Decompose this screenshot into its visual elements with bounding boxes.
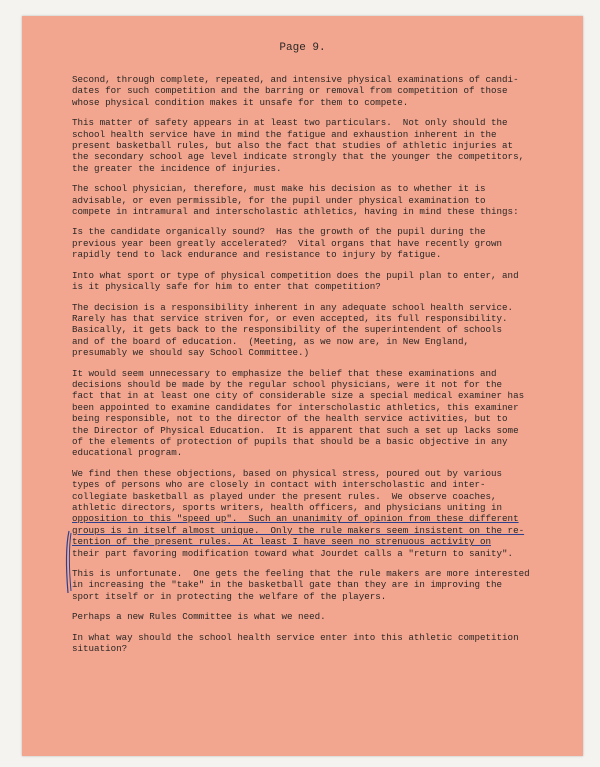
paragraph (72, 226, 552, 260)
text-line: is it physically safe for him to enter that competition? (72, 281, 381, 293)
text-line: Is the candidate organically sound? Has the growth of the pupil during the (72, 226, 486, 238)
text-line: educational program. (72, 447, 183, 459)
paragraph (72, 183, 552, 217)
text-line: school health service have in mind the fatigue and exhaustion inherent in the (72, 128, 497, 140)
text-line: been appointed to examine candidates for interscholastic athletics, this examiner (72, 401, 519, 413)
text-line: being responsible, not to the director of the health service activities, but to (72, 413, 508, 425)
text-line: This is unfortunate. One gets the feeling that the rule makers are more interested (72, 568, 530, 580)
text-line: of the elements of protection of pupils that should be a basic objective in any (72, 435, 508, 447)
paragraph (72, 611, 552, 622)
text-line: It would seem unnecessary to emphasize the belief that these examinations and (72, 367, 497, 379)
text-line: the secondary school age level indicate strongly that the younger the competitors, (72, 151, 525, 163)
text-line: sport itself or in protecting the welfare of the players. (72, 590, 387, 602)
text-line: Basically, it gets back to the responsibility of the superintendent of schools (72, 324, 503, 336)
text-line: rapidly tend to lack endurance and resistance to injury by fatigue. (72, 249, 442, 261)
paragraph (72, 468, 552, 559)
text-line: decisions should be made by the regular school physicians, were it not for the (72, 378, 503, 390)
paragraph (72, 270, 552, 293)
text-line: Second, through complete, repeated, and intensive physical examinations of candi- (72, 74, 519, 85)
text-line: in increasing the "take" in the basketball gate than they are in improving the (72, 579, 503, 591)
text-line: We find then these objections, based on physical stress, poured out by various (72, 467, 503, 479)
text-line: collegiate basketball as played under the present rules. We observe coaches, (72, 490, 497, 502)
text-line: situation? (72, 643, 128, 655)
underlined-line: groups is in itself almost unique. Only the rule makers seem insistent on the re- (72, 524, 525, 536)
text-line: fact that in at least one city of considerable size a special medical examiner has (72, 390, 525, 402)
text-line: types of persons who are closely in contact with interscholastic and inter- (72, 479, 486, 491)
text-line: athletic directors, sports writers, health officers, and physicians uniting in (72, 502, 503, 513)
text-line: the greater the incidence of injuries. (72, 162, 282, 174)
text-line: Perhaps a new Rules Committee is what we need. (72, 611, 326, 623)
underlined-line: tention of the present rules. At least I have seen no strenuous activity on (72, 536, 492, 548)
text-line: The decision is a responsibility inherent in any adequate school health service. (72, 301, 514, 313)
paragraph (72, 117, 552, 174)
text-line: This matter of safety appears in at least two particulars. Not only should the (72, 117, 508, 129)
text-line: their part favoring modification toward what Jourdet calls a "return to sanity". (72, 547, 514, 559)
text-line: dates for such competition and the barring or removal from competition of those (72, 85, 508, 97)
text-line: The school physician, therefore, must make his decision as to whether it is (72, 183, 486, 195)
paragraph (72, 74, 552, 108)
paragraph (72, 368, 552, 459)
text-line: Into what sport or type of physical competition does the pupil plan to enter, and (72, 269, 519, 281)
text-line: whose physical condition makes it unsafe for them to compete. (72, 96, 409, 108)
text-line: In what way should the school health service enter into this athletic competition (72, 631, 519, 643)
text-line: and of the board of education. (Meeting, as we now are, in New England, (72, 335, 469, 347)
body-text (72, 74, 552, 663)
text-line: compete in intramural and interscholastic athletics, having in mind these things: (72, 206, 519, 218)
paragraph (72, 632, 552, 655)
text-line: previous year been greatly accelerated? Vital organs that have recently grown (72, 237, 503, 249)
text-line: advisable, or even permissible, for the pupil under physical examination to (72, 194, 486, 206)
document-page (22, 16, 583, 756)
paragraph (72, 568, 552, 602)
page-number: Page 9. (279, 42, 326, 54)
text-line: presumably we should say School Committee.) (72, 347, 310, 359)
text-line: present basketball rules, but also the fact that studies of athletic injuries at (72, 140, 514, 152)
margin-bracket-mark (62, 529, 74, 595)
underlined-line: opposition to this "speed up". Such an unanimity of opinion from these different (72, 513, 519, 525)
text-line: Rarely has that service striven for, or even accepted, its full responsibility. (72, 312, 508, 324)
paragraph (72, 302, 552, 359)
text-line: the Director of Physical Education. It is apparent that such a set up lacks some (72, 424, 519, 436)
